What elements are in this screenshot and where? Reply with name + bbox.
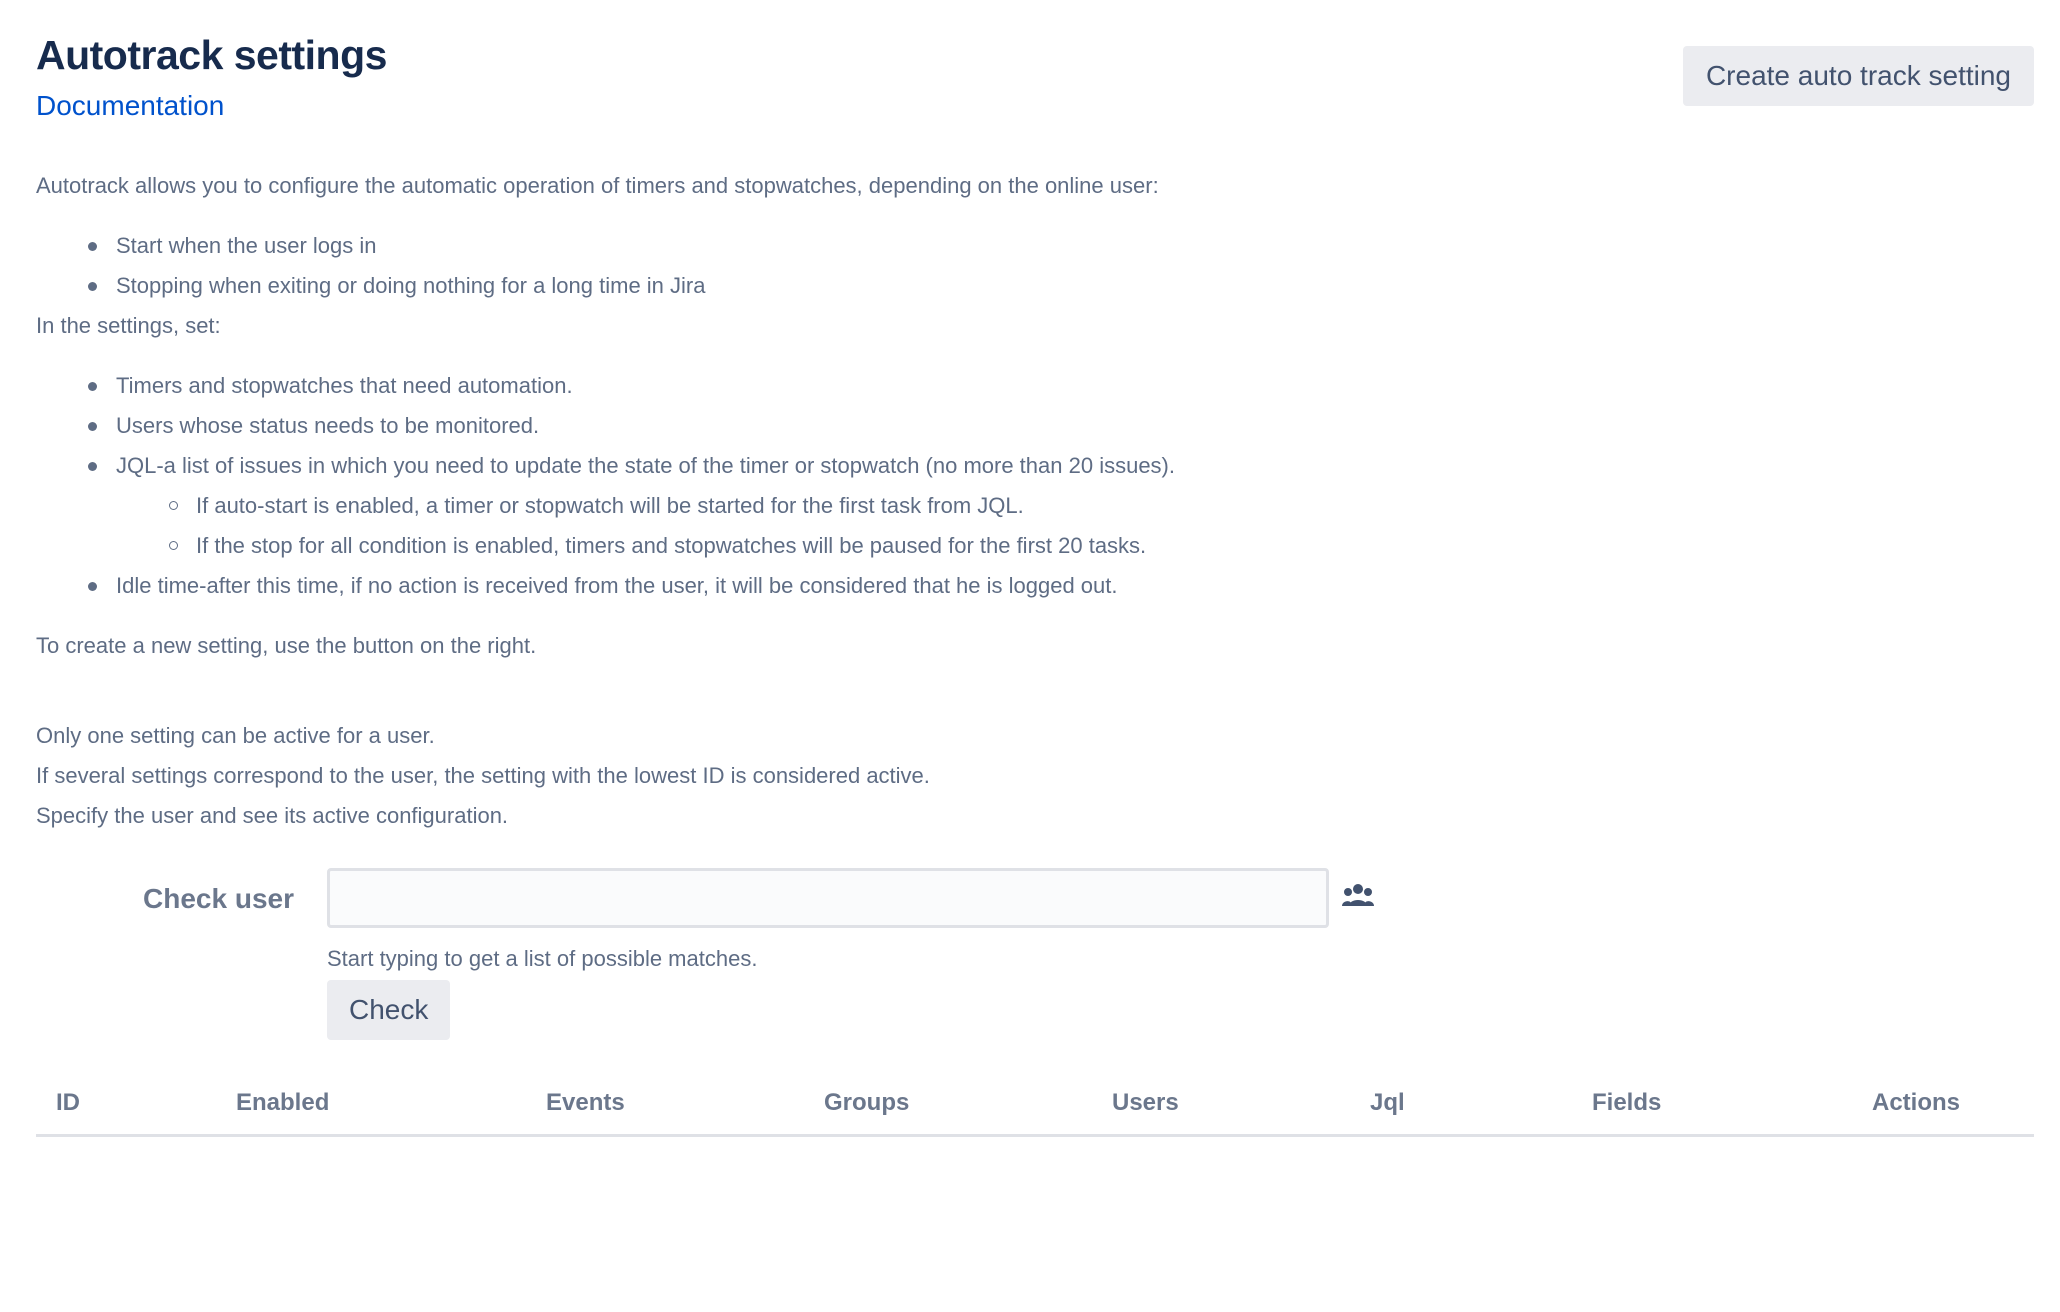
column-header-groups: Groups (804, 1078, 1092, 1136)
column-header-id: ID (36, 1078, 216, 1136)
create-hint-text: To create a new setting, use the button on the right. (36, 633, 537, 658)
jql-sublist (116, 486, 1536, 566)
check-user-input[interactable] (327, 868, 1329, 928)
users-icon[interactable] (1342, 882, 1374, 910)
column-header-fields: Fields (1572, 1078, 1852, 1136)
column-header-enabled: Enabled (216, 1078, 526, 1136)
documentation-link[interactable]: Documentation (36, 90, 225, 121)
column-header-users: Users (1092, 1078, 1350, 1136)
list-item: Start when the user logs in (116, 226, 1536, 266)
column-header-jql: Jql (1350, 1078, 1572, 1136)
settings-intro-text: In the settings, set: (36, 313, 221, 338)
check-user-helper: Start typing to get a list of possible matches. (327, 946, 758, 971)
jql-item-text: JQL-a list of issues in which you need to update the state of the timer or stopwatch (no more than 20 issues). (116, 453, 1175, 478)
column-header-actions: Actions (1852, 1078, 2034, 1136)
sublist-item: If the stop for all condition is enabled, timers and stopwatches will be paused for the first 20 tasks. (196, 526, 1536, 566)
check-button[interactable]: Check (327, 980, 450, 1040)
list-item: Stopping when exiting or doing nothing for a long time in Jira (116, 266, 1536, 306)
list-item: Timers and stopwatches that need automation. (116, 366, 1536, 406)
active-note-text: Specify the user and see its active configuration. (36, 803, 509, 828)
list-item (116, 446, 1536, 566)
check-user-row (36, 868, 1436, 930)
intro-list (36, 226, 1536, 306)
list-item: Idle time-after this time, if no action is received from the user, it will be considered that he is logged out. (116, 566, 1536, 606)
table-header-row (36, 1078, 2034, 1136)
settings-list (36, 366, 1536, 606)
intro-text: Autotrack allows you to configure the automatic operation of timers and stopwatches, depending on the online user: (36, 173, 1159, 198)
column-header-events: Events (526, 1078, 804, 1136)
check-user-label: Check user (143, 883, 294, 914)
sublist-item: If auto-start is enabled, a timer or stopwatch will be started for the first task from JQL. (196, 486, 1536, 526)
page-title: Autotrack settings (36, 32, 387, 78)
create-auto-track-setting-button[interactable]: Create auto track setting (1683, 46, 2034, 106)
active-note-text: If several settings correspond to the user, the setting with the lowest ID is considered active. (36, 763, 930, 788)
list-item: Users whose status needs to be monitored. (116, 406, 1536, 446)
description (36, 166, 1536, 836)
autotrack-settings-table (36, 1078, 2034, 1137)
active-note-text: Only one setting can be active for a user. (36, 723, 435, 748)
